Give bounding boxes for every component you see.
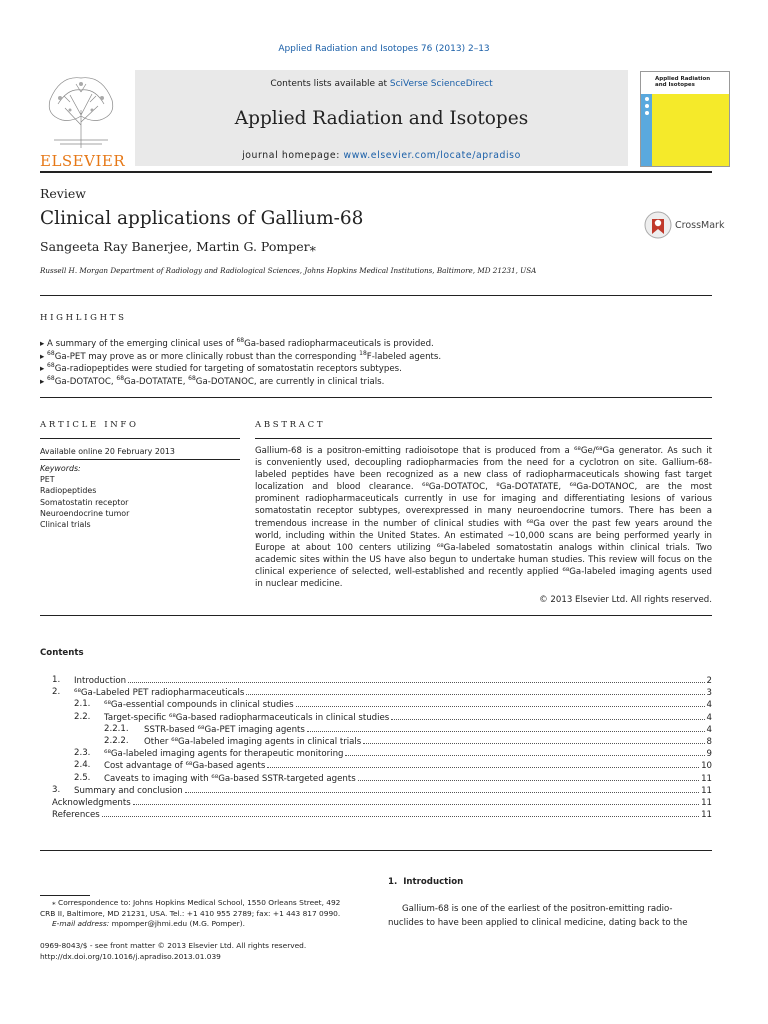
abstract-line: in nuclear medicine. <box>255 579 343 590</box>
keywords-block <box>40 463 129 530</box>
elsevier-logo <box>40 70 126 170</box>
introduction-heading: 1. Introduction <box>388 877 464 887</box>
issn-doi-block <box>40 941 306 962</box>
section-rule <box>40 295 712 296</box>
toc-page: 4 <box>706 700 712 711</box>
toc-leader <box>391 719 704 720</box>
doi-link[interactable]: http://dx.doi.org/10.1016/j.apradiso.2013.01.039 <box>40 951 221 961</box>
publisher-name: ELSEVIER <box>40 152 126 170</box>
toc-entry[interactable] <box>104 699 712 710</box>
keyword-item[interactable]: Clinical trials <box>40 520 91 530</box>
highlight-item: ▸ $^{68}$Ga-radiopeptides were studied for targeting of somatostatin receptors subtypes. <box>40 362 402 375</box>
toc-title: Summary and conclusion <box>74 785 183 796</box>
introduction-line: Gallium-68 is one of the earliest of the positron-emitting radio- <box>402 904 673 914</box>
toc-title: Target-specific ⁶⁸Ga-based radiopharmaceuticals in clinical studies <box>104 712 390 723</box>
toc-number: 2.1. <box>74 699 91 710</box>
abstract-body <box>255 445 712 590</box>
issn-line: 0969-8043/$ - see front matter © 2013 Elsevier Ltd. All rights reserved. <box>40 941 307 950</box>
introduction-line: nuclides to have been applied to clinical medicine, dating back to the <box>388 918 688 929</box>
toc-entry[interactable] <box>144 736 712 747</box>
bullet-icon: ▸ <box>40 376 48 387</box>
toc-title: SSTR-based ⁶⁸Ga-PET imaging agents <box>144 724 305 735</box>
article-info-heading: A R T I C L E I N F O <box>40 420 137 430</box>
abstract-line: academic sites within the US have also begun to undertake human studies. This review will focus on the <box>255 554 712 565</box>
toc-leader <box>128 682 704 683</box>
toc-leader <box>363 743 704 744</box>
sciencedirect-link[interactable]: SciVerse ScienceDirect <box>389 79 493 89</box>
toc-number: 2.2. <box>74 711 91 722</box>
toc-title: ⁶⁸Ga-Labeled PET radiopharmaceuticals <box>74 688 245 699</box>
highlights-heading: H I G H L I G H T S <box>40 313 124 323</box>
toc-entry[interactable] <box>52 809 712 820</box>
section-rule <box>40 850 712 851</box>
contents-lists-line <box>135 79 628 89</box>
abstract-line: localization and blood clearance. ⁶⁸Ga-DOTATOC, ⁸Ga-DOTATATE, ⁶⁸Ga-DOTANOC, are the most <box>255 482 712 493</box>
toc-title: Other ⁶⁸Ga-labeled imaging agents in clinical trials <box>144 737 362 747</box>
crossmark-icon <box>644 210 672 240</box>
abstract-line: prominent radiopharmaceuticals currently in use for imaging and differentiating lesions of various <box>255 494 712 505</box>
email-line <box>40 919 365 930</box>
toc-title: ⁶⁸Ga-essential compounds in clinical studies <box>104 700 294 711</box>
keyword-item[interactable]: Radiopeptides <box>40 486 97 496</box>
abstract-line: Europe at about 100 centers utilizing ⁶⁸Ga-labeled somatostatin analogs within clinical trials. Two <box>255 542 712 553</box>
abstract-line: somatostatin receptor subtypes, overexpressed in many neuroendocrine tumors. There has been a <box>255 506 712 517</box>
toc-leader <box>358 780 699 781</box>
copyright-notice: © 2013 Elsevier Ltd. All rights reserved. <box>539 595 712 605</box>
toc-leader <box>307 731 705 732</box>
toc-page: 8 <box>706 737 712 747</box>
author-affiliation: Russell H. Morgan Department of Radiology and Radiological Sciences, Johns Hopkins Medical Institutions, Baltimore, MD 21231, USA <box>40 266 537 275</box>
toc-entry[interactable] <box>74 785 712 796</box>
bullet-icon: ▸ <box>40 364 48 375</box>
toc-number: 2.5. <box>74 772 91 783</box>
toc-number: 1. <box>52 675 61 685</box>
abstract-line: labeled peptides have been recognized as a new class of radiopharmaceuticals showing fast target <box>255 470 712 481</box>
correspondence-line: ⁎ Correspondence to: Johns Hopkins Medical School, 1550 Orleans Street, 492 <box>52 898 341 907</box>
elsevier-tree-icon <box>40 70 122 150</box>
author-list[interactable]: Sangeeta Ray Banerjee, Martin G. Pomper <box>40 239 310 254</box>
footnote-rule <box>40 895 90 896</box>
abstract-line: world, including within the United States. An estimated ~10,000 scans are being performed yearly in <box>255 530 712 541</box>
toc-number: 2.2.1. <box>104 723 129 734</box>
contents-prefix: Contents lists available at <box>270 79 390 89</box>
toc-number: 2.3. <box>74 748 91 759</box>
homepage-prefix: journal homepage: <box>242 150 344 161</box>
abstract-heading: A B S T R A C T <box>255 420 323 430</box>
toc-number: 3. <box>52 784 61 795</box>
homepage-link[interactable]: www.elsevier.com/locate/apradiso <box>343 150 521 161</box>
available-online: Available online 20 February 2013 <box>40 447 175 456</box>
cover-title: Applied Radiation and Isotopes <box>655 76 711 88</box>
toc-page: 3 <box>706 688 712 699</box>
abstract-end-rule <box>40 615 712 616</box>
abstract-line: is conveniently used, decoupling radiopharmacies from the need for a cyclotron on site. Gallium-68- <box>255 458 712 469</box>
keywords-label: Keywords: <box>40 464 81 473</box>
toc-leader <box>246 694 704 695</box>
toc-number: 2.2.2. <box>104 736 129 746</box>
email-label: E-mail address: <box>52 919 110 929</box>
toc-entry[interactable] <box>104 712 712 723</box>
toc-title: References <box>52 810 100 821</box>
article-title: Clinical applications of Gallium-68 <box>40 208 364 229</box>
corresponding-author-mark[interactable]: ⁎ <box>309 239 316 254</box>
abstract-line: Gallium-68 is a positron-emitting radioisotope that is produced from a ⁶⁸Ge/⁶⁸Ga generator. As such it <box>255 446 712 456</box>
toc-page: 4 <box>706 712 712 723</box>
toc-page: 4 <box>706 724 712 735</box>
toc-entry[interactable] <box>104 748 712 759</box>
journal-homepage-line <box>135 150 628 161</box>
cover-molecule-icon <box>644 96 650 116</box>
toc-page: 10 <box>701 761 712 772</box>
toc-page: 11 <box>701 798 712 808</box>
toc-entry[interactable] <box>104 773 712 784</box>
keyword-item[interactable]: PET <box>40 475 55 485</box>
section-rule <box>40 397 712 398</box>
toc-page: 11 <box>701 773 712 784</box>
article-info-rule <box>40 438 240 439</box>
journal-cover-thumbnail[interactable] <box>640 71 730 167</box>
toc-page: 9 <box>706 749 712 760</box>
toc-title: Introduction <box>74 676 127 686</box>
crossmark-badge[interactable] <box>644 208 729 242</box>
abstract-rule <box>255 438 712 439</box>
toc-leader <box>345 755 704 756</box>
toc-title: ⁶⁸Ga-labeled imaging agents for therapeutic monitoring <box>104 749 344 760</box>
journal-masthead <box>135 70 628 166</box>
correspondence-footnote <box>40 898 365 930</box>
toc-entry[interactable] <box>74 687 712 698</box>
keyword-item[interactable]: Neuroendocrine tumor <box>40 508 130 518</box>
highlight-item: ▸ A summary of the emerging clinical uses of $^{68}$Ga-based radiopharmaceuticals is provided. <box>40 337 434 349</box>
abstract-line: clinical experience of selected, well-established and recently applied ⁶⁸Ga-labeled imaging agents used <box>255 566 712 577</box>
toc-title: Caveats to imaging with ⁶⁸Ga-based SSTR-targeted agents <box>104 773 356 784</box>
toc-number: 2.4. <box>74 760 91 771</box>
abstract-line: tremendous increase in the number of clinical studies with ⁶⁸Ga over the past few years around the <box>255 518 712 529</box>
highlights-list <box>40 338 441 388</box>
toc-leader <box>185 792 699 793</box>
toc-leader <box>133 804 699 805</box>
journal-reference[interactable]: Applied Radiation and Isotopes 76 (2013) 2–13 <box>278 44 490 54</box>
toc-page: 11 <box>701 810 712 821</box>
toc-title: Acknowledgments <box>52 798 131 808</box>
correspondence-line: CRB II, Baltimore, MD 21231, USA. Tel.: +1 410 955 2789; fax: +1 443 817 0990. <box>40 908 341 918</box>
article-authors <box>40 239 316 254</box>
article-type: Review <box>40 186 86 201</box>
bullet-icon: ▸ <box>40 351 48 362</box>
toc-entry[interactable] <box>74 675 712 686</box>
introduction-body <box>388 902 712 931</box>
bullet-icon: ▸ <box>40 339 48 349</box>
toc-page: 2 <box>706 676 712 686</box>
highlight-item: ▸ $^{68}$Ga-DOTATOC, $^{68}$Ga-DOTATATE, $^{68}$Ga-DOTANOC, are currently in clinical trials. <box>40 374 385 387</box>
article-info-rule <box>40 459 240 460</box>
cover-yellow-panel <box>652 94 729 166</box>
toc-entry[interactable] <box>144 724 712 735</box>
toc-title: Cost advantage of ⁶⁸Ga-based agents <box>104 761 266 772</box>
toc-entry[interactable] <box>52 797 712 808</box>
journal-title: Applied Radiation and Isotopes <box>234 108 529 129</box>
masthead-rule <box>40 171 712 173</box>
toc-leader <box>296 706 705 707</box>
email-link[interactable]: mpomper@jhmi.edu (M.G. Pomper). <box>111 919 245 929</box>
toc-leader <box>102 816 699 817</box>
toc-leader <box>267 767 699 768</box>
crossmark-label: CrossMark <box>675 219 725 231</box>
contents-heading: Contents <box>40 648 84 658</box>
toc-number: 2. <box>52 687 61 698</box>
toc-entry[interactable] <box>104 760 712 771</box>
highlight-item: ▸ $^{68}$Ga-PET may prove as or more clinically robust than the corresponding $^{18}$F-labeled agents. <box>40 349 442 362</box>
toc-page: 11 <box>701 785 712 796</box>
keyword-item[interactable]: Somatostatin receptor <box>40 497 129 507</box>
